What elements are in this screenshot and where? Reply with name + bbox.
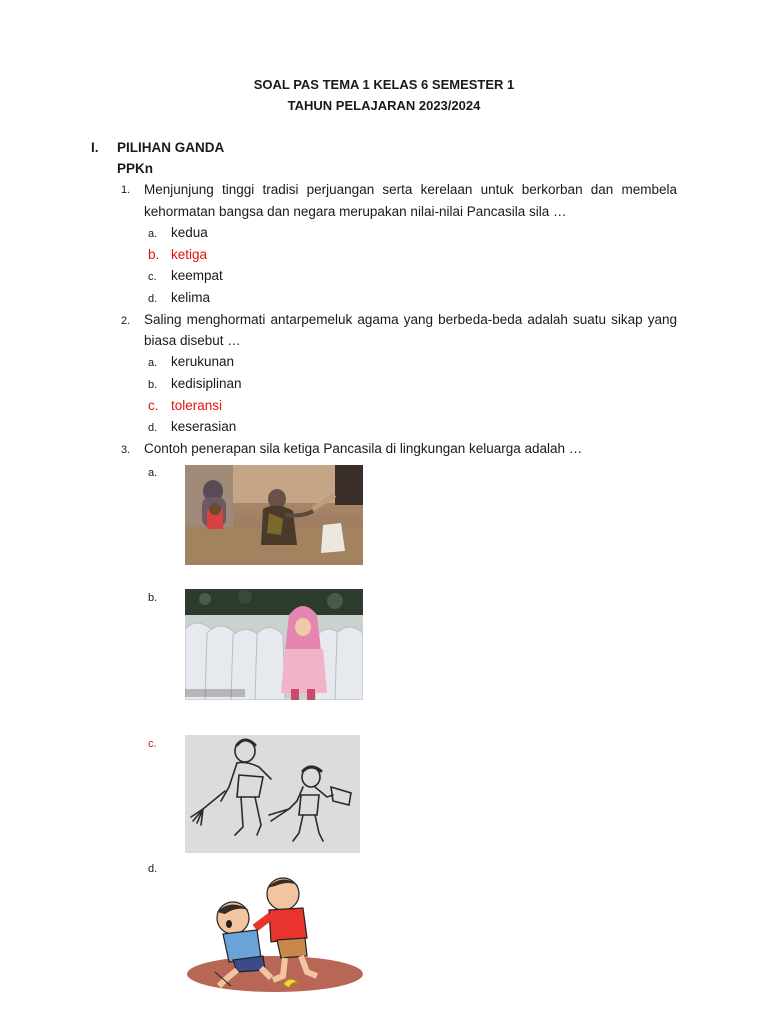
- option-text-answer: toleransi: [171, 398, 223, 413]
- option-letter: c.: [148, 271, 157, 283]
- option-text-answer: ketiga: [171, 247, 208, 262]
- question-text-line: Menjunjung tinggi tradisi perjuangan serta kerelaan untuk berkorban dan membela: [144, 182, 677, 197]
- option-letter: a.: [148, 357, 158, 369]
- option-letter: d.: [148, 293, 158, 305]
- section-title: PILIHAN GANDA: [117, 140, 225, 155]
- option-letter-answer: b.: [148, 247, 160, 262]
- subject-heading: PPKn: [117, 161, 154, 176]
- option-letter: a.: [148, 467, 158, 479]
- option-letter: d.: [148, 422, 158, 434]
- option-letter-answer: c.: [148, 738, 157, 750]
- option-text: kedua: [171, 225, 208, 240]
- question-text-line: kehormatan bangsa dan negara merupakan nilai-nilai Pancasila sila …: [144, 204, 567, 219]
- option-letter: b.: [148, 592, 158, 604]
- question-text-line: Saling menghormati antarpemeluk agama yang berbeda-beda adalah suatu sikap yang: [144, 312, 677, 327]
- document-subtitle: TAHUN PELAJARAN 2023/2024: [287, 98, 481, 113]
- question-number: 1.: [121, 184, 131, 196]
- option-text: keempat: [171, 268, 223, 283]
- question-text-line: biasa disebut …: [144, 333, 241, 348]
- photo-giving-alms-image: [185, 465, 363, 565]
- question-number: 3.: [121, 444, 131, 456]
- option-letter: a.: [148, 228, 158, 240]
- option-text: keserasian: [171, 419, 237, 434]
- cartoon-helping-friend-image: [185, 872, 365, 994]
- option-text: kedisiplinan: [171, 376, 242, 391]
- option-letter: b.: [148, 379, 158, 391]
- sketch-sweeping-image: [185, 735, 360, 853]
- question-number: 2.: [121, 315, 131, 327]
- question-text-line: Contoh penerapan sila ketiga Pancasila di lingkungan keluarga adalah …: [144, 441, 583, 456]
- section-number: I.: [91, 140, 99, 155]
- option-letter: d.: [148, 863, 158, 875]
- photo-children-praying-image: [185, 589, 363, 700]
- document-title: SOAL PAS TEMA 1 KELAS 6 SEMESTER 1: [253, 77, 515, 92]
- option-letter-answer: c.: [148, 398, 159, 413]
- option-text: kelima: [171, 290, 211, 305]
- option-text: kerukunan: [171, 354, 235, 369]
